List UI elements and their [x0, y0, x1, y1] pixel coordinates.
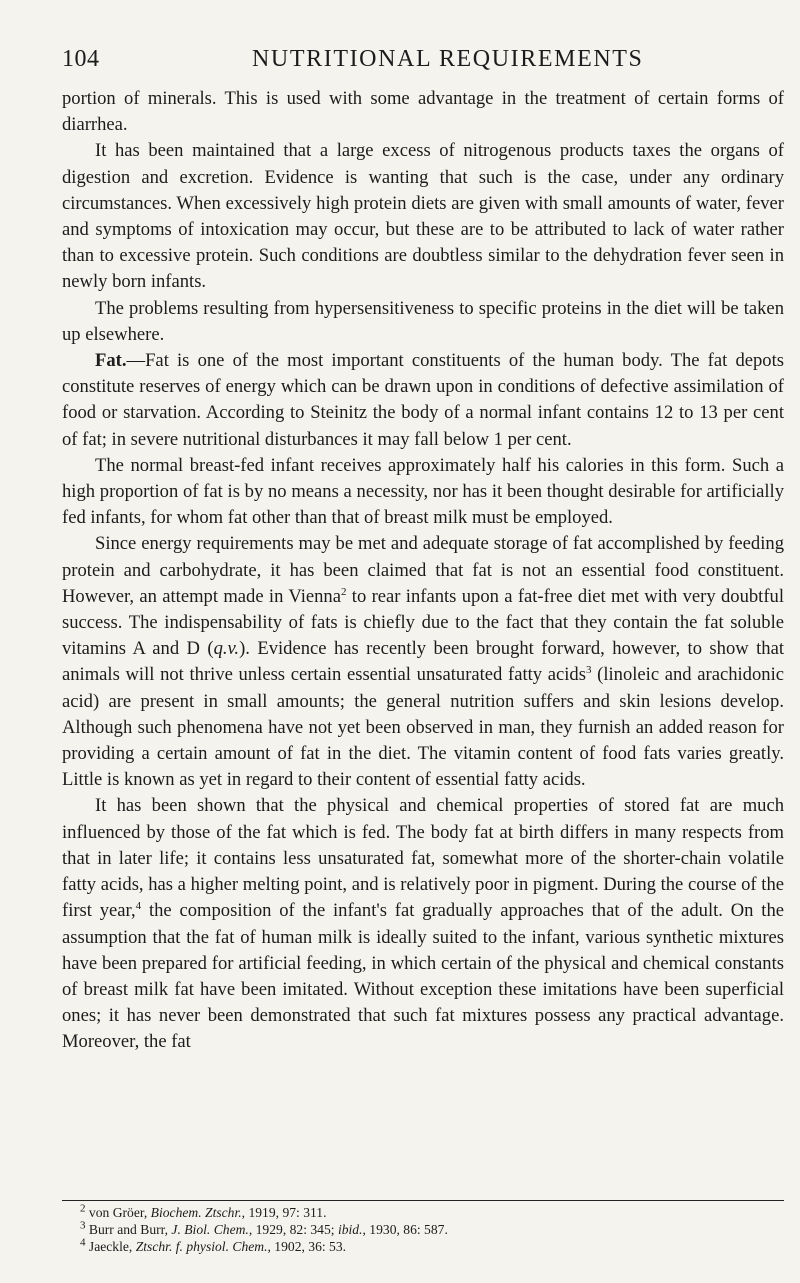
footnote-author: Jaeckle, [88, 1239, 136, 1254]
section-heading-fat: Fat. [95, 350, 127, 372]
footnote [80, 1221, 780, 1238]
footnote-number: 3 [80, 1219, 86, 1232]
page-header [62, 46, 780, 80]
footnote-divider [62, 1200, 784, 1201]
paragraph: The problems resulting from hypersensitiveness to specific proteins in the diet will be taken up elsewhere. [62, 297, 784, 345]
footnote [80, 1238, 780, 1255]
text-run: the composition of the infant's fat gradually approaches that of the adult. On the assumption that the fat of human milk is ideally suited to the infant, various synthetic mixtures have been prepared for artificial feeding, in which certain of the physical and chemical constants of breast milk fat have been imitated. Without exception these imitations have been superficial ones; it has never been demonstrated that such fat mixtures possess any practical advantage. Moreover, the fat [62, 900, 784, 1053]
footnote-citation: , 1929, 82: 345; [248, 1222, 338, 1237]
paragraph: portion of minerals. This is used with some advantage in the treatment of certain forms of diarrhea. [62, 88, 784, 136]
footnote-author: von Gröer, [88, 1205, 151, 1220]
body-text [62, 86, 784, 1056]
text-run: ). Evidence has recently been brought forward, however, to show that animals will not thrive unless certain essential unsaturated fatty acids [62, 638, 784, 686]
fat-section-paragraph [62, 348, 784, 453]
text-run: It has been shown that the physical and chemical properties of stored fat are much influenced by those of the fat which is fed. The body fat at birth differs in many respects from that in later life; it contains less unsaturated fat, somewhat more of the shorter-chain volatile fatty acids, has a higher melting point, and is relatively poor in pigment. During the course of the first year, [62, 795, 784, 922]
footnote-number: 4 [80, 1236, 86, 1249]
footnote-ref: 3 [585, 664, 592, 677]
footnote [80, 1204, 780, 1221]
paragraph: The normal breast-fed infant receives approximately half his calories in this form. Such a high proportion of fat is by no means a necessity, nor has it been thought desirable for artificially fed infants, for whom fat other than that of breast milk must be employed. [62, 454, 784, 529]
text-run: to rear infants upon a fat-free diet met with very doubtful success. The indispensability of fats is chiefly due to the fact that they contain the fat soluble vitamins A and D ( [62, 585, 785, 660]
footnote-ref: 4 [135, 900, 142, 913]
footnote-citation: , 1930, 86: 587. [362, 1222, 448, 1237]
paragraph-text: —Fat is one of the most important constituents of the human body. The fat depots constitute reserves of energy which can be drawn upon in conditions of defective assimilation of food or starvation. According to Steinitz the body of a normal infant contains 12 to 13 per cent of fat; in severe nutritional disturbances it may fall below 1 per cent. [62, 350, 784, 450]
text-run: (linoleic and arachidonic acid) are present in small amounts; the general nutrition suffers and skin lesions develop. Although such phenomena have not yet been observed in man, they furnish an added reason for providing a certain amount of fat in the diet. The vitamin content of food fats varies greatly. Little is known as yet in regard to their content of essential fatty acids. [62, 664, 784, 791]
paragraph [62, 793, 784, 1055]
paragraph: It has been maintained that a large excess of nitrogenous products taxes the organs of digestion and excretion. Evidence is wanting that such is the case, under any ordinary circumstances. When excessively high protein diets are given with small amounts of water, fever and symptoms of intoxication may occur, but these are to be attributed to lack of water rather than to excessive protein. Such conditions are doubtless similar to the dehydration fever seen in newly born infants. [62, 140, 784, 293]
footnote-ref: 2 [340, 585, 347, 598]
footnote-journal: Biochem. Ztschr. [150, 1205, 242, 1220]
qv-italic: q.v. [213, 638, 240, 660]
footnote-author: Burr and Burr, [88, 1222, 172, 1237]
footnote-ibid: ibid. [337, 1222, 363, 1237]
running-title: NUTRITIONAL REQUIREMENTS [252, 46, 644, 72]
footnote-journal: Ztschr. f. physiol. Chem. [135, 1239, 268, 1254]
page-number: 104 [62, 46, 100, 72]
paragraph [62, 531, 784, 793]
footnote-citation: , 1902, 36: 53. [267, 1239, 347, 1254]
footnote-number: 2 [80, 1202, 86, 1215]
footnotes [80, 1204, 780, 1255]
footnote-citation: , 1919, 97: 311. [241, 1205, 327, 1220]
footnote-journal: J. Biol. Chem. [171, 1222, 249, 1237]
text-run: Since energy requirements may be met and adequate storage of fat accomplished by feeding protein and carbohydrate, it has been claimed that fat is not an essential food constituent. However, an attempt made in Vienna [62, 533, 784, 607]
